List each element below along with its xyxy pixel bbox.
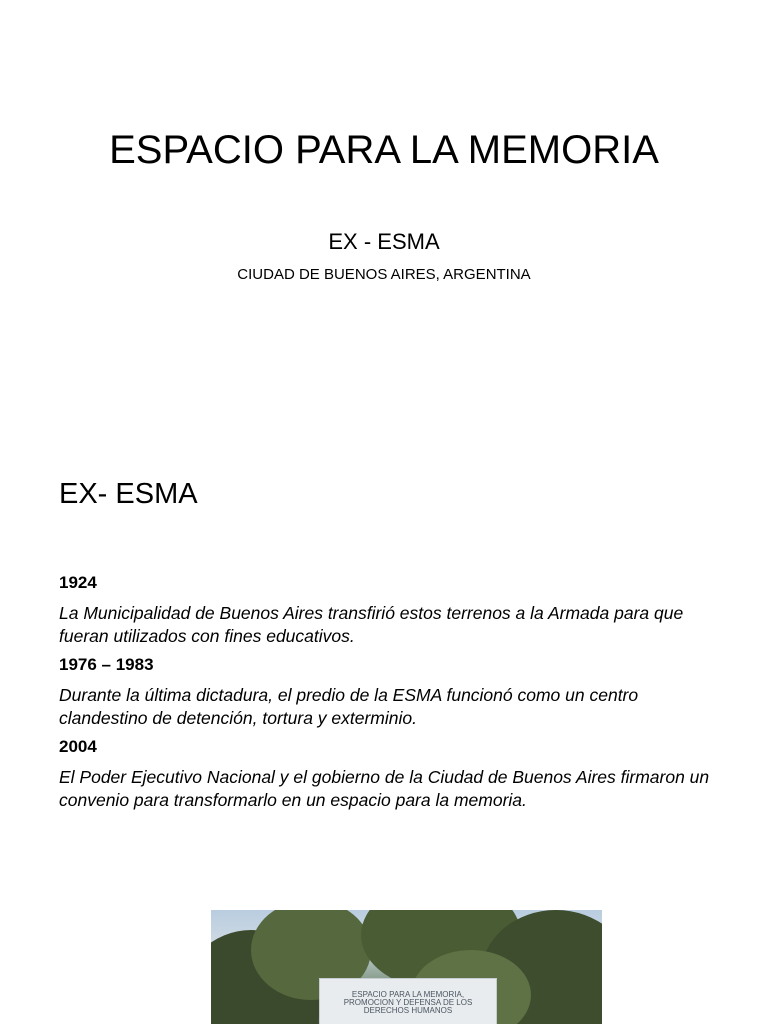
entry-year: 2004 [59,737,97,756]
entry-year: 1924 [59,573,97,592]
title-slide [0,0,768,440]
entry-text: Durante la última dictadura, el predio de la ESMA funcionó como un centro clandestino de detención, tortura y exterminio. [59,685,639,728]
sign-text: ESPACIO PARA LA MEMORIA, PROMOCION Y DEFENSA DE LOS DERECHOS HUMANOS [343,990,473,1015]
timeline [59,572,719,818]
slide-location: CIUDAD DE BUENOS AIRES, ARGENTINA [237,266,531,283]
slide-subtitle: EX - ESMA [328,229,440,254]
memorial-sign [319,978,497,1024]
timeline-entry [59,736,719,812]
timeline-entry [59,654,719,730]
history-slide [0,440,768,1024]
entry-text: El Poder Ejecutivo Nacional y el gobierno de la Ciudad de Buenos Aires firmaron un convenio para transformarlo en un espacio para la memoria. [59,767,710,810]
entry-text: La Municipalidad de Buenos Aires transfirió estos terrenos a la Armada para que fueran utilizados con fines educativos. [59,603,684,646]
timeline-entry [59,572,719,648]
slide-title: ESPACIO PARA LA MEMORIA [109,128,659,172]
history-heading: EX- ESMA [59,478,198,510]
entry-year: 1976 – 1983 [59,655,154,674]
memorial-photo [211,910,602,1024]
